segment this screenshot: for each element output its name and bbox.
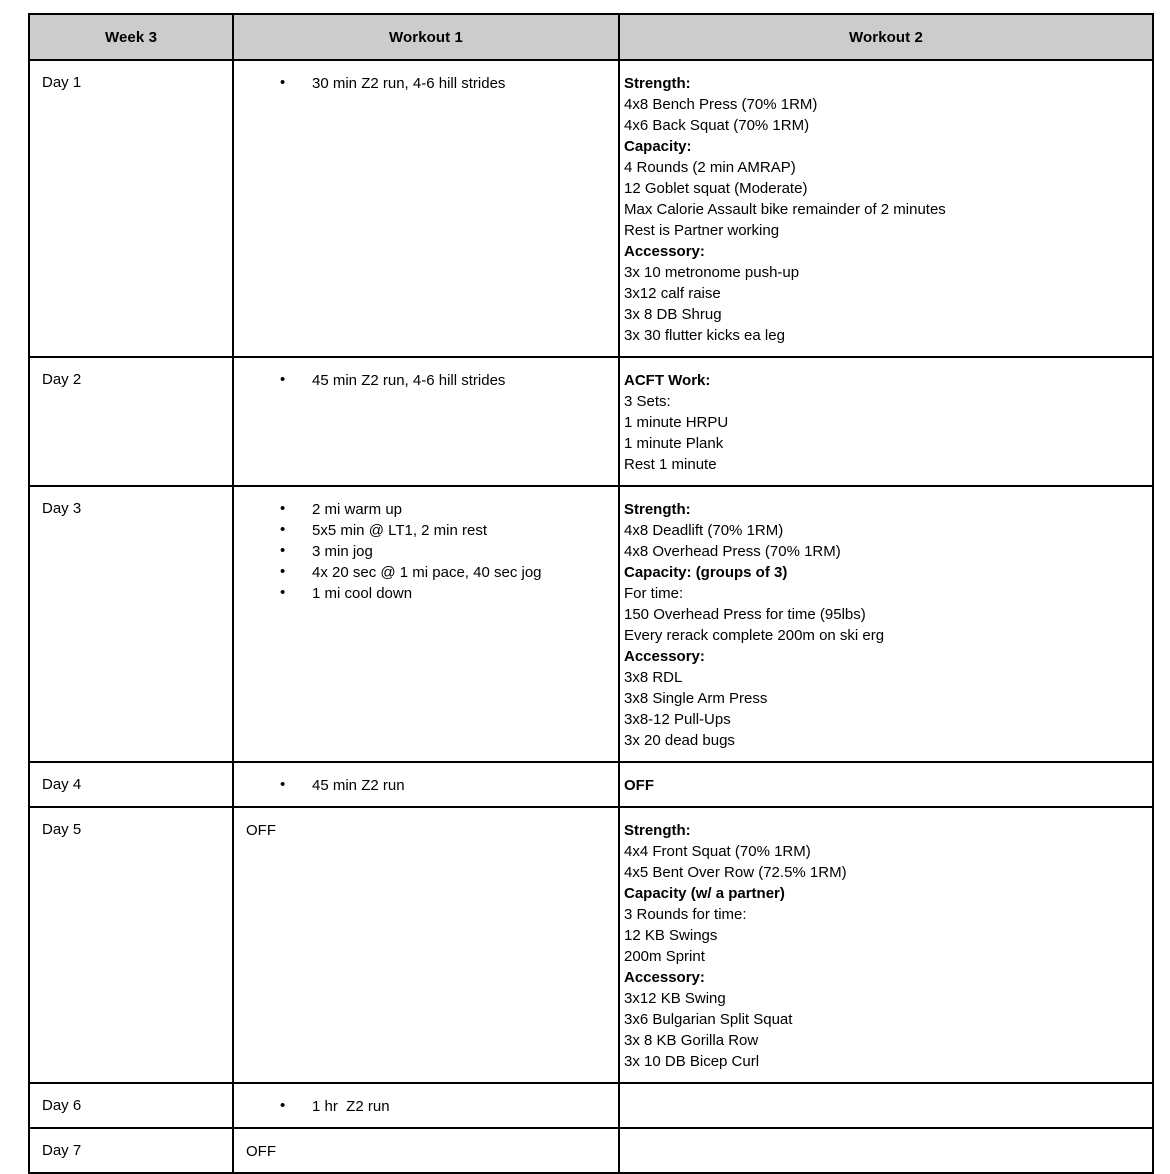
- workout2-section-heading: Accessory:: [624, 648, 705, 665]
- workout2-cell: [619, 1128, 1153, 1173]
- workout1-text: OFF: [246, 1143, 276, 1160]
- workout2-section-heading: Capacity: (groups of 3): [624, 564, 788, 581]
- workout2-cell: [619, 807, 1153, 1083]
- workout2-cell: [619, 486, 1153, 762]
- day-label: Day 7: [42, 1142, 82, 1159]
- workout2-content: [620, 61, 1152, 356]
- workout2-cell: [619, 1083, 1153, 1128]
- workout2-line: 12 Goblet squat (Moderate): [624, 180, 808, 197]
- workout2-line: 4 Rounds (2 min AMRAP): [624, 159, 796, 176]
- day-cell: [29, 1128, 233, 1173]
- list-item: • 3 min jog: [234, 541, 608, 562]
- list-item: • 1 mi cool down: [234, 583, 608, 604]
- workout1-cell: [233, 762, 619, 807]
- workout2-section-heading: ACFT Work:: [624, 372, 711, 389]
- table-row: [29, 1128, 1153, 1173]
- workout2-line: 1 minute HRPU: [624, 414, 729, 431]
- day-cell: [29, 60, 233, 357]
- workout1-cell: [233, 486, 619, 762]
- day-label: Day 5: [42, 821, 82, 838]
- workout2-line: 12 KB Swings: [624, 927, 718, 944]
- day-label: Day 4: [42, 776, 82, 793]
- workout2-line: 4x5 Bent Over Row (72.5% 1RM): [624, 864, 847, 881]
- workout1-cell: [233, 1128, 619, 1173]
- list-item: • 45 min Z2 run, 4-6 hill strides: [234, 370, 608, 391]
- workout2-cell: [619, 60, 1153, 357]
- workout1-content: [234, 763, 618, 806]
- table-row: [29, 486, 1153, 762]
- workout1-content: [234, 358, 618, 401]
- day-cell: [29, 762, 233, 807]
- day-label: Day 2: [42, 371, 82, 388]
- workout2-cell: [619, 357, 1153, 486]
- workout2-section-heading: Accessory:: [624, 969, 705, 986]
- workout2-line: 3x 10 metronome push-up: [624, 264, 800, 281]
- list-item: • 4x 20 sec @ 1 mi pace, 40 sec jog: [234, 562, 608, 583]
- workout2-section-heading: Strength:: [624, 501, 691, 518]
- workout2-line: 3 Rounds for time:: [624, 906, 747, 923]
- list-item: • 5x5 min @ LT1, 2 min rest: [234, 520, 608, 541]
- list-item: • 30 min Z2 run, 4-6 hill strides: [234, 73, 608, 94]
- table-row: [29, 60, 1153, 357]
- workout2-line: 4x8 Deadlift (70% 1RM): [624, 522, 784, 539]
- day-label: Day 3: [42, 500, 82, 517]
- workout2-line: 1 minute Plank: [624, 435, 724, 452]
- workout2-content: [620, 763, 1152, 806]
- day-cell: [29, 807, 233, 1083]
- workout2-line: 4x6 Back Squat (70% 1RM): [624, 117, 810, 134]
- workout2-section-heading: Strength:: [624, 822, 691, 839]
- training-plan-table: [28, 13, 1154, 1174]
- workout1-content: [234, 61, 618, 104]
- workout2-line: 3x 10 DB Bicep Curl: [624, 1053, 760, 1070]
- workout1-bullet-list: [234, 370, 608, 391]
- workout1-content: [234, 1084, 618, 1127]
- workout2-line: 4x8 Overhead Press (70% 1RM): [624, 543, 841, 560]
- workout2-section-heading: Accessory:: [624, 243, 705, 260]
- column-header-week: Week 3: [29, 14, 233, 60]
- column-header-workout2: Workout 2: [619, 14, 1153, 60]
- workout2-line: 3x8-12 Pull-Ups: [624, 711, 731, 728]
- workout2-empty: [620, 1129, 1152, 1172]
- workout1-bullet-list: [234, 499, 608, 604]
- workout2-line: 3x12 KB Swing: [624, 990, 726, 1007]
- workout1-bullet-list: [234, 1096, 608, 1117]
- workout2-section-heading: Capacity (w/ a partner): [624, 885, 785, 902]
- day-label: Day 1: [42, 74, 82, 91]
- column-header-workout1: Workout 1: [233, 14, 619, 60]
- workout2-section-heading: OFF: [624, 777, 654, 794]
- day-cell: [29, 357, 233, 486]
- workout2-line: 4x8 Bench Press (70% 1RM): [624, 96, 818, 113]
- table-row: [29, 357, 1153, 486]
- workout1-content: [234, 487, 618, 614]
- list-item: • 2 mi warm up: [234, 499, 608, 520]
- workout2-line: 3x 8 DB Shrug: [624, 306, 722, 323]
- workout2-content: [620, 808, 1152, 1082]
- workout2-line: 3x 30 flutter kicks ea leg: [624, 327, 785, 344]
- table-row: [29, 762, 1153, 807]
- workout2-line: 3x8 Single Arm Press: [624, 690, 768, 707]
- workout2-line: 4x4 Front Squat (70% 1RM): [624, 843, 811, 860]
- workout2-content: [620, 358, 1152, 485]
- day-cell: [29, 486, 233, 762]
- workout2-cell: [619, 762, 1153, 807]
- workout2-line: 3x8 RDL: [624, 669, 683, 686]
- workout2-line: 3x 20 dead bugs: [624, 732, 735, 749]
- workout2-line: 3 Sets:: [624, 393, 671, 410]
- workout1-cell: [233, 1083, 619, 1128]
- table-row: [29, 1083, 1153, 1128]
- workout2-line: 3x 8 KB Gorilla Row: [624, 1032, 759, 1049]
- workout2-line: Rest 1 minute: [624, 456, 717, 473]
- workout2-line: For time:: [624, 585, 684, 602]
- workout1-bullet-list: [234, 775, 608, 796]
- workout2-line: 150 Overhead Press for time (95lbs): [624, 606, 866, 623]
- table-header: [29, 14, 1153, 60]
- workout2-line: Rest is Partner working: [624, 222, 780, 239]
- workout1-cell: [233, 807, 619, 1083]
- list-item: • 1 hr Z2 run: [234, 1096, 608, 1117]
- workout2-line: Max Calorie Assault bike remainder of 2 minutes: [624, 201, 946, 218]
- day-cell: [29, 1083, 233, 1128]
- day-label: Day 6: [42, 1097, 82, 1114]
- list-item: • 45 min Z2 run: [234, 775, 608, 796]
- workout1-cell: [233, 357, 619, 486]
- workout2-section-heading: Capacity:: [624, 138, 692, 155]
- workout2-empty: [620, 1084, 1152, 1127]
- workout2-line: 3x12 calf raise: [624, 285, 721, 302]
- workout2-section-heading: Strength:: [624, 75, 691, 92]
- workout1-bullet-list: [234, 73, 608, 94]
- workout1-text: OFF: [246, 822, 276, 839]
- table-row: [29, 807, 1153, 1083]
- table-body: [29, 60, 1153, 1173]
- workout1-cell: [233, 60, 619, 357]
- workout2-line: 3x6 Bulgarian Split Squat: [624, 1011, 793, 1028]
- workout2-line: 200m Sprint: [624, 948, 705, 965]
- header-row: [29, 14, 1153, 60]
- workout2-line: Every rerack complete 200m on ski erg: [624, 627, 885, 644]
- workout2-content: [620, 487, 1152, 761]
